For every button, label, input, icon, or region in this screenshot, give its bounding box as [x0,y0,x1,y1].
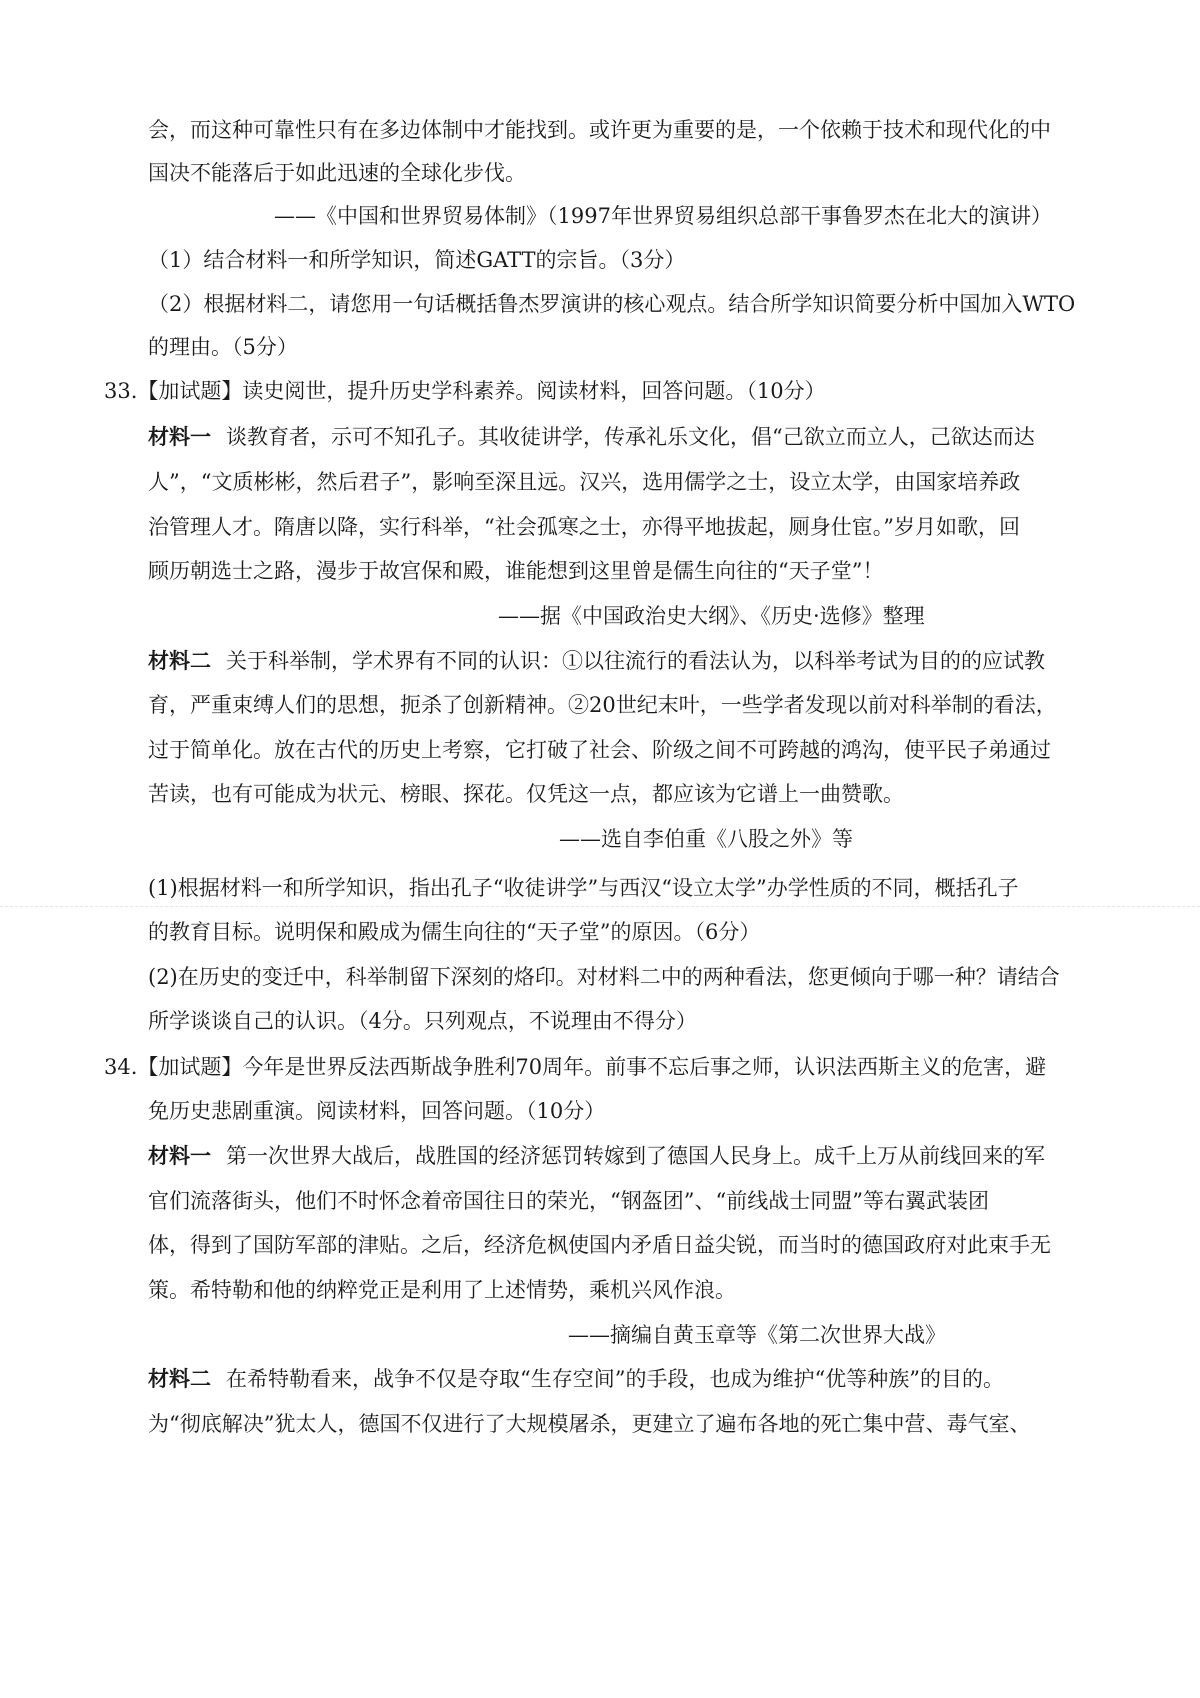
q34-material-1-line-4: 策。希特勒和他的纳粹党正是利用了上述情势，乘机兴风作浪。 [148,1278,736,1302]
q33-material-2-line-1: 关于科举制，学术界有不同的认识：①以往流行的看法认为，以科举考试为目的的应试教 [226,649,1045,673]
q34-material-2-line-2: 为“彻底解决”犹太人，德国不仅进行了大规模屠杀，更建立了遍布各地的死亡集中营、毒气室、 [148,1412,1031,1436]
q34-material-1-line-3: 体，得到了国防军部的津贴。之后，经济危枫使国内矛盾日益尖锐，而当时的德国政府对此束手无 [148,1233,1051,1257]
q32-sub-question-1: （1）结合材料一和所学知识，简述GATT的宗旨。（3分） [148,248,686,272]
q34-material-1-line-2: 官们流落街头，他们不时怀念着帝国往日的荣光，“钢盔团”、“前线战士同盟”等右翼武装团 [148,1189,989,1213]
q33-sub-question-2-line-2: 所学谈谈自己的认识。（4分。只列观点，不说理由不得分） [148,1009,697,1033]
q32-sub-question-2-line-2: 的理由。（5分） [148,335,298,359]
q34-stem-line-2: 免历史悲剧重演。阅读材料，回答问题。（10分） [148,1099,606,1123]
q32-source: ——《中国和世界贸易体制》（1997年世界贸易组织总部干事鲁罗杰在北大的演讲） [274,204,1052,228]
q33-material-2-line-3: 过于简单化。放在古代的历史上考察，它打破了社会、阶级之间不可跨越的鸿沟，使平民子弟通过 [148,738,1051,762]
q33-material-1-line-4: 顾历朝选士之路，漫步于故宫保和殿，谁能想到这里曾是儒生向往的“天子堂”！ [148,559,884,583]
q33-material-1-label: 材料一 [148,424,211,449]
q32-sub-question-2-line-1: （2）根据材料二，请您用一句话概括鲁杰罗演讲的核心观点。结合所学知识简要分析中国加入WTO [148,292,1076,316]
q33-sub-question-1-line-2: 的教育目标。说明保和殿成为儒生向往的“天子堂”的原因。（6分） [148,920,761,944]
q32-text-line-2: 国决不能落后于如此迅速的全球化步伐。 [148,161,526,185]
q33-material-2-label: 材料二 [148,648,211,673]
q33-material-1-line-1: 谈教育者，示可不知孔子。其收徒讲学，传承礼乐文化，倡“己欲立而立人，己欲达而达 [226,425,1035,449]
page-divider [0,906,1200,907]
q33-material-1-source: ——据《中国政治史大纲》、《历史·选修》整理 [498,604,925,628]
q33-material-2-line-4: 苦读，也有可能成为状元、榜眼、探花。仅凭这一点，都应该为它谱上一曲赞歌。 [148,782,904,806]
q33-sub-question-2-line-1: (2)在历史的变迁中，科举制留下深刻的烙印。对材料二中的两种看法，您更倾向于哪一种？请结合 [148,965,1060,989]
q34-material-1-line-1: 第一次世界大战后，战胜国的经济惩罚转嫁到了德国人民身上。成千上万从前线回来的军 [226,1144,1045,1168]
q33-sub-question-1-line-1: (1)根据材料一和所学知识，指出孔子“收徒讲学”与西汉“设立太学”办学性质的不同，概括孔子 [148,876,1019,900]
q34-material-1-label: 材料一 [148,1143,211,1168]
q34-material-1-source: ——摘编自黄玉章等《第二次世界大战》 [568,1323,946,1347]
q32-text-line-1: 会，而这种可靠性只有在多边体制中才能找到。或许更为重要的是，一个依赖于技术和现代化的中 [148,118,1051,142]
q34-material-2-label: 材料二 [148,1366,211,1391]
q34-material-2-line-1: 在希特勒看来，战争不仅是夺取“生存空间”的手段，也成为维护“优等种族”的目的。 [226,1367,1004,1391]
q33-material-2-source: ——选自李伯重《八股之外》等 [559,827,853,851]
q33-material-2-line-2: 育，严重束缚人们的思想，扼杀了创新精神。②20世纪末叶，一些学者发现以前对科举制的看法， [148,693,1057,717]
q34-stem-line-1: 34.【加试题】今年是世界反法西斯战争胜利70周年。前事不忘后事之师，认识法西斯主义的危害，避 [104,1055,1047,1079]
q33-stem: 33.【加试题】读史阅世，提升历史学科素养。阅读材料，回答问题。（10分） [104,379,826,403]
q33-material-1-line-2: 人”，“文质彬彬，然后君子”，影响至深且远。汉兴，选用儒学之士，设立太学，由国家培养政 [148,470,1021,494]
q33-material-1-line-3: 治管理人才。隋唐以降，实行科举，“社会孤寒之士，亦得平地拔起，厕身仕宦。”岁月如歌，回 [148,515,1020,539]
